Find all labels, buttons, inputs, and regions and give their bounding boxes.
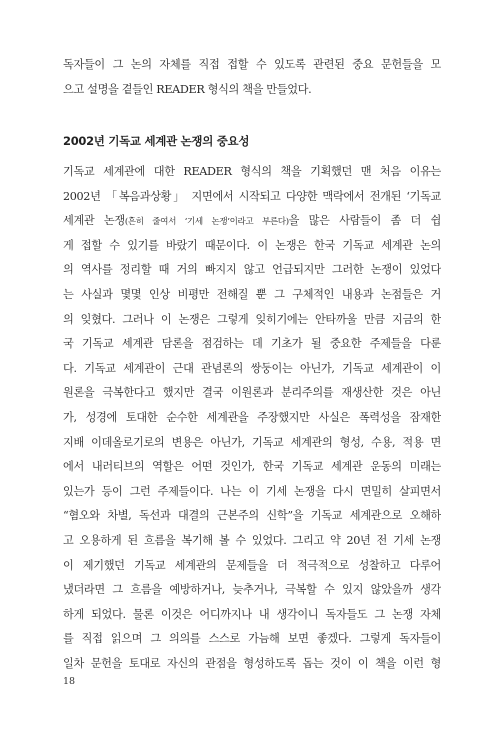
text-line (63, 209, 441, 234)
text-line: 고 오용하게 된 흐름을 복기해 볼 수 있었다. 그리고 약 20년 전 기세 논쟁 (63, 533, 441, 547)
intro-paragraph (63, 53, 441, 102)
text-line: 독자들이 그 논의 자체를 직접 접할 수 있도록 관련된 중요 문헌들을 모 (63, 58, 441, 71)
text-line: 지배 이데올로기로의 변용은 아닌가, 기독교 세계관의 형성, 수용, 적용 면 (63, 435, 441, 449)
text-line: 는 사실과 몇몇 인상 비평만 전해질 뿐 그 구체적인 내용과 논점들은 거 (63, 287, 441, 301)
text-line: 다. 기독교 세계관이 근대 관념론의 쌍둥이는 아닌가, 기독교 세계관이 이 (63, 361, 441, 375)
section-heading: 2002년 기독교 세계관 논쟁의 중요성 (63, 134, 250, 148)
text-line: 게 접할 수 있기를 바랐기 때문이다. 이 논쟁은 한국 기독교 세계관 논의 (63, 238, 441, 252)
text-line: 2002년 「복음과상황」 지면에서 시작되고 다양한 맥락에서 전개된 ‘기독교 (63, 189, 441, 203)
body-paragraph (63, 160, 441, 676)
text-line: 를 직접 읽으며 그 의의를 스스로 가늠해 보면 좋겠다. 그렇게 독자들이 (63, 632, 441, 646)
text-line: 일차 문헌을 토대로 자신의 관점을 형성하도록 돕는 것이 이 책을 이런 형 (63, 656, 441, 670)
text-line: 으고 설명을 곁들인 READER 형식의 책을 만들었다. (63, 82, 312, 96)
parenthetical-note: (흔히 줄여서 ‘기세 논쟁’이라고 부른다) (124, 217, 289, 228)
text-line: 이 제기했던 기독교 세계관의 문제들을 더 적극적으로 성찰하고 다루어 (63, 558, 441, 572)
text-line: 의 잊혔다. 그러나 이 논쟁은 그렇게 잊히기에는 안타까울 만큼 지금의 한 (63, 312, 441, 326)
text-line: 하게 되었다. 물론 이것은 어디까지나 내 생각이니 독자들도 그 논쟁 자체 (63, 607, 441, 621)
text-line: 가, 성경에 토대한 순수한 세계관을 주장했지만 사실은 폭력성을 잠재한 (63, 410, 441, 424)
text-line: 있는가 등이 그런 주제들이다. 나는 이 기세 논쟁을 다시 면밀히 살피면서 (63, 484, 441, 498)
text-line: 기독교 세계관에 대한 READER 형식의 책을 기획했던 맨 처음 이유는 (63, 165, 441, 178)
text-segment: 세계관 논쟁 (63, 214, 125, 228)
text-line: 원론을 극복한다고 했지만 결국 이원론과 분리주의를 재생산한 것은 아닌 (63, 386, 441, 400)
text-line: 의 역사를 정리할 때 거의 빠지지 않고 언급되지만 그러한 논쟁이 있었다 (63, 263, 441, 277)
text-line: 냈더라면 그 흐름을 예방하거나, 늦추거나, 극복할 수 있지 않았을까 생각 (63, 583, 441, 597)
page-number: 18 (63, 676, 76, 687)
text-line: 국 기독교 세계관 담론을 점검하는 데 기초가 될 중요한 주제들을 다룬 (63, 337, 441, 351)
text-segment: 을 많은 사람들이 좀 더 쉽 (288, 214, 441, 228)
text-line: 에서 내러티브의 역할은 어떤 것인가, 한국 기독교 세계관 운동의 미래는 (63, 460, 441, 474)
text-line: “혐오와 차별, 독선과 대결의 근본주의 신학”을 기독교 세계관으로 오해하 (63, 509, 441, 523)
